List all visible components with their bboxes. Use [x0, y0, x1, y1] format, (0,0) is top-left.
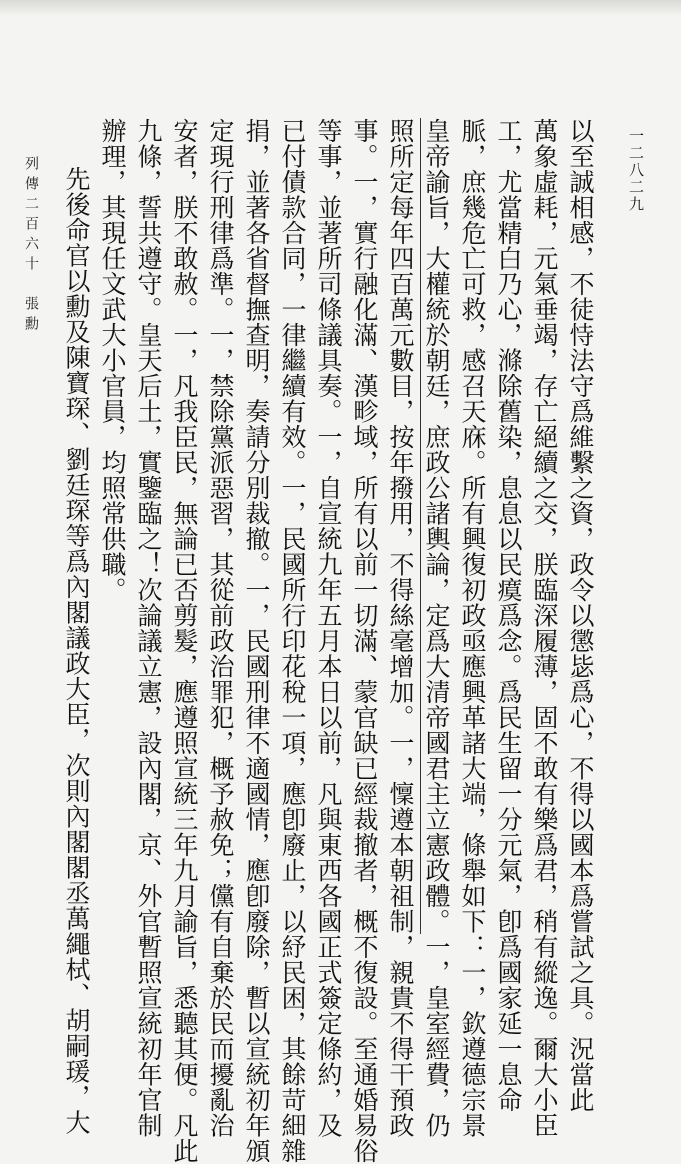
- page-number: 一二八二九: [627, 128, 645, 213]
- text-column: 捐，並著各省督撫查明，奏請分別裁撤。一，民國刑律不適國情，應卽廢除，暫以宣統初年頒: [242, 118, 271, 1164]
- text-column: 先後命官以勳及陳寶琛、劉廷琛等爲內閣議政大臣，次則內閣閣丞萬繩栻、胡嗣瑗，大: [62, 166, 91, 1135]
- text-column: 萬象虛耗，元氣垂竭，存亡絕續之交，朕臨深履薄，固不敢有樂爲君，稍有縱逸。爾大小臣: [530, 118, 559, 1138]
- text-column: 已付債款合同，一律繼續有效。一，民國所行印花稅一項，應卽廢止，以紓民困，其餘苛細雜: [278, 118, 307, 1164]
- text-column: 脈，庶幾危亡可救，感召天庥。所有興復初政亟應興革諸大端，條舉如下：一，欽遵德宗景: [458, 118, 487, 1138]
- text-column: 定現行刑律爲準。一，禁除黨派惡習，其從前政治罪犯，概予赦免；儻有自棄於民而擾亂治: [206, 118, 235, 1138]
- text-column: 辦理，其現任文武大小官員，均照常供職。: [98, 118, 127, 603]
- text-column: 以至誠相感，不徒恃法守爲維繫之資，政令以懲毖爲心，不得以國本爲嘗試之具。況當此: [566, 118, 595, 1113]
- text-column: 安者，朕不敢赦。一，凡我臣民，無論已否剪髮，應遵照宣統三年九月諭旨，悉聽其便。凡此: [170, 118, 199, 1164]
- text-column: 事。一，實行融化滿、漢畛域，所有以前一切滿、蒙官缺已經裁撤者，概不復設。至通婚易俗: [350, 118, 379, 1164]
- text-column: 工，尤當精白乃心，滌除舊染，息息以民瘼爲念。爲民生留一分元氣，卽爲國家延一息命: [494, 118, 523, 1113]
- text-column: 照所定每年四百萬元數目，按年撥用，不得絲毫增加。一，懍遵本朝祖制，親貴不得干預政: [386, 118, 415, 1138]
- scan-top-edge: [0, 0, 681, 16]
- text-column: 九條，誓共遵守。皇天后土，實鑒臨之！次論議立憲，設內閣，京、外官暫照宣統初年官制: [134, 118, 163, 1138]
- text-column: 皇帝諭旨，大權統於朝廷，庶政公諸輿論，定爲大清帝國君主立憲政體。一，皇室經費，仍: [422, 118, 451, 1138]
- running-header: 列傳二百六十 張勳: [23, 156, 39, 336]
- text-column: 等事，並著所司條議具奏。一，自宣統九年五月本日以前，凡與東西各國正式簽定條約，及: [314, 118, 343, 1138]
